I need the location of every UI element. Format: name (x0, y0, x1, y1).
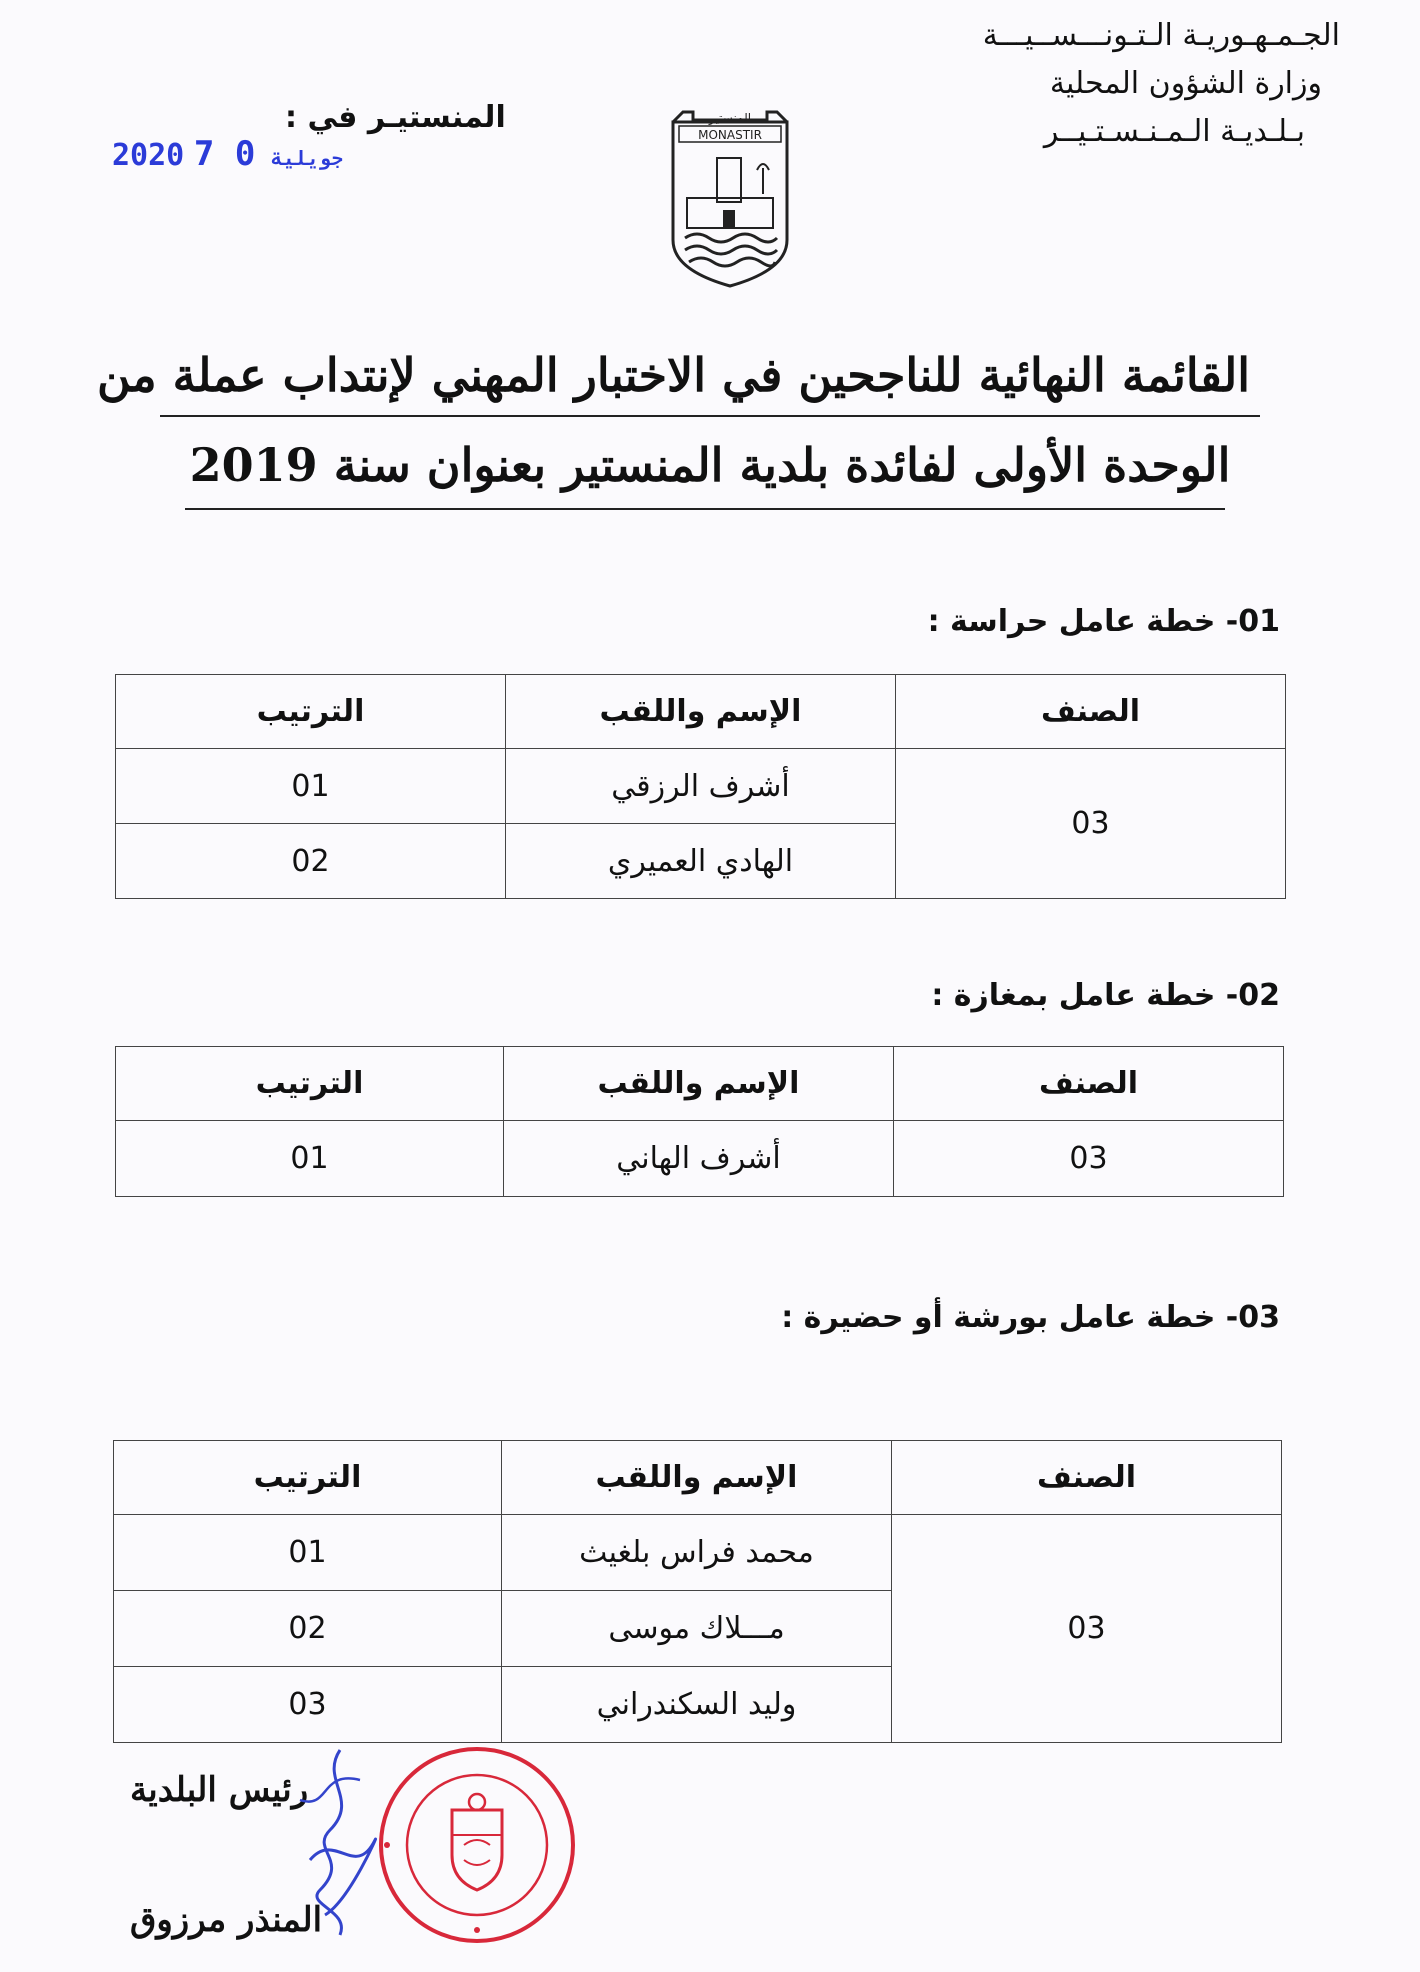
name-cell: محمد فراس بلغيث (502, 1515, 892, 1591)
grade-cell: 03 (892, 1515, 1282, 1743)
table-row (116, 749, 1286, 824)
grade-cell: 03 (894, 1121, 1284, 1197)
column-header-rank: الترتيب (116, 1047, 504, 1121)
column-header-grade: الصنف (896, 675, 1286, 749)
name-cell: وليد السكندراني (502, 1667, 892, 1743)
rank-cell: 01 (114, 1515, 502, 1591)
column-header-grade: الصنف (894, 1047, 1284, 1121)
column-header-rank: الترتيب (114, 1441, 502, 1515)
name-cell: مـــلاك موسى (502, 1591, 892, 1667)
municipality-seal-icon (372, 1740, 582, 1950)
section-1-title: 01- خطة عامل حراسة : (927, 604, 1280, 639)
title-line-2: الوحدة الأولى لفائدة بلدية المنستير بعنوان سنة 2019 (189, 438, 1231, 492)
column-header-rank: الترتيب (116, 675, 506, 749)
header-municipality: بـلـديـة الـمـنـسـتـيــر (1043, 114, 1305, 149)
signatory-name: المنذر مرزوق (130, 1900, 323, 1940)
place-date-label: المنستيـر في : (285, 100, 506, 135)
section-2-title: 02- خطة عامل بمغازة : (931, 978, 1280, 1013)
name-cell: أشرف الهاني (504, 1121, 894, 1197)
svg-text:MONASTIR: MONASTIR (698, 128, 762, 142)
title-line-1: القائمة النهائية للناجحين في الاختبار المهني لإنتداب عملة من (97, 348, 1250, 402)
municipality-emblem-icon (665, 110, 795, 290)
grade-cell: 03 (896, 749, 1286, 899)
section-1-table (115, 674, 1286, 899)
column-header-name: الإسم واللقب (506, 675, 896, 749)
table-row (116, 1121, 1284, 1197)
section-2-table (115, 1046, 1284, 1197)
rank-cell: 01 (116, 749, 506, 824)
name-cell: أشرف الرزقي (506, 749, 896, 824)
table-row (114, 1515, 1282, 1591)
date-stamp: 2020 جويلية 0 7 (112, 134, 344, 174)
section-3-title: 03- خطة عامل بورشة أو حضيرة : (781, 1300, 1280, 1335)
title-underline-1 (160, 415, 1260, 417)
rank-cell: 02 (114, 1591, 502, 1667)
section-3-table (113, 1440, 1282, 1743)
column-header-grade: الصنف (892, 1441, 1282, 1515)
column-header-name: الإسم واللقب (504, 1047, 894, 1121)
title-underline-2 (185, 508, 1225, 510)
rank-cell: 01 (116, 1121, 504, 1197)
signatory-title: رئيس البلدية (130, 1770, 309, 1810)
column-header-name: الإسم واللقب (502, 1441, 892, 1515)
svg-text:المنستير: المنستير (708, 111, 752, 125)
name-cell: الهادي العميري (506, 824, 896, 899)
rank-cell: 02 (116, 824, 506, 899)
header-ministry: وزارة الشؤون المحلية (1049, 66, 1322, 101)
rank-cell: 03 (114, 1667, 502, 1743)
header-country: الجـمـهـوريـة الـتـونـــســيـــة (982, 18, 1340, 53)
